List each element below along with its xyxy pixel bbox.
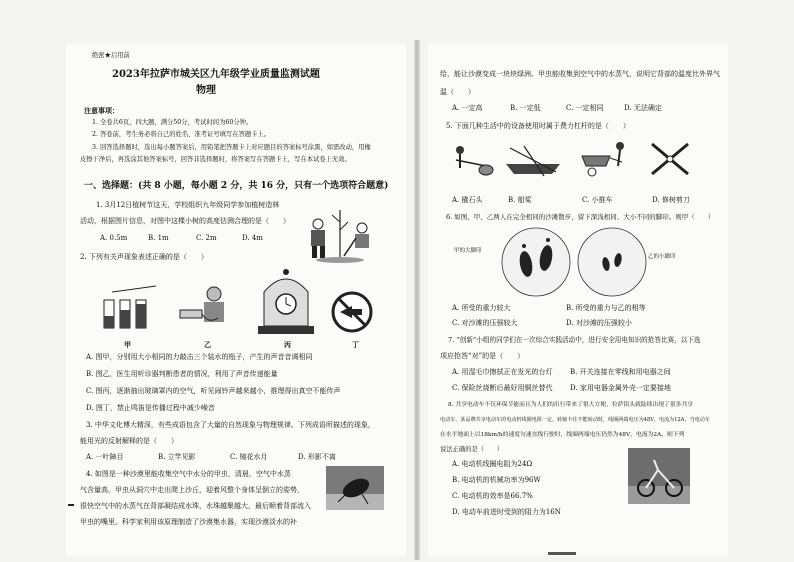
q2-option-c: C. 图丙，逐渐抽出玻璃罩内的空气，听见闹铃声越来越小，推理得出真空不能传声 xyxy=(86,387,341,395)
q3-option-c: C. 镜花水月 xyxy=(230,453,268,461)
note-3: 3. 回答选择题时，选出每小题答案后，用铅笔把答题卡上对应题目的答案标号涂黑，如需改动，用橡 xyxy=(92,144,371,151)
q5-option-a: A. 撬石头 xyxy=(452,196,483,204)
subject-title: 物理 xyxy=(196,85,216,96)
q2-fig-label-yi: 乙 xyxy=(204,340,211,349)
q4-cont-line-1: 给，能让沙漠变成一块块绿洲。甲虫能收集到空气中的水蒸气，说明它背部的温度比外界气 xyxy=(440,70,720,78)
stethoscope-doctor-icon xyxy=(178,284,234,332)
q2-stem: 2. 下列有关声现象表述正确的是（ ） xyxy=(80,253,208,261)
q8-line-3: 在水平地面上以18km/h的速度匀速直线行驶时，线圈两端电压仍然为48V，电流为2A，则下列 xyxy=(440,432,685,438)
q2-fig-label-bing: 丙 xyxy=(284,340,291,349)
q5-stem: 5. 下面几种生活中的设备使用时属于费力杠杆的是（ ） xyxy=(446,122,630,130)
q3-line-1: 3. 中华文化博大精深，有些成语包含了大量的自然现象与物理规律。下列成语所描述的现象， xyxy=(86,421,375,429)
q2-option-a: A. 图甲，分别用大小相同的力敲击三个装水的瓶子，产生的声音音调相同 xyxy=(86,353,313,361)
q3-line-2: 能用光的反射解释的是（ ） xyxy=(80,437,178,445)
q8-line-1: 8. 共享电动车不仅环保节能而且为人们的出行带来了很大方便，拉萨街头就陆续出现了很多共享 xyxy=(448,402,694,408)
q1-option-a: A. 0.5m xyxy=(100,234,128,242)
q1-option-b: B. 1m xyxy=(148,234,169,242)
q2-fig-label-jia: 甲 xyxy=(124,340,131,349)
q6-option-c: C. 对沙滩的压强较大 xyxy=(452,319,518,327)
q7-option-c: C. 保险丝烧断后最好用铜丝替代 xyxy=(452,384,553,392)
q7-line-1: 7. “创新”小组的同学们在一次综合实践活动中，进行安全用电知识的抢答比赛，以下选 xyxy=(448,336,701,344)
q5-option-c: C. 小推车 xyxy=(582,196,613,204)
q5-option-b: B. 船桨 xyxy=(508,196,532,204)
q6-stem: 6. 如图，甲、乙两人在完全相同的沙滩散步，留下深浅相同、大小不同的脚印。则甲（ ） xyxy=(446,213,715,221)
small-footprints-icon xyxy=(576,226,648,298)
note-2: 2. 答卷前，考生务必将自己的姓名、准考证号填写在答题卡上。 xyxy=(92,131,271,138)
page-fold xyxy=(414,40,420,560)
desert-beetle-photo xyxy=(326,466,384,510)
rowing-boat-icon xyxy=(504,144,562,178)
q4-option-c: C. 一定相同 xyxy=(566,104,604,112)
q6-label-small: 乙的小脚印 xyxy=(648,254,676,260)
q1-option-c: C. 2m xyxy=(196,234,217,242)
tree-planting-figure xyxy=(300,206,380,264)
bottles-icon xyxy=(98,284,158,332)
q8-option-a: A. 电动机线圈电阻为24Ω xyxy=(452,460,533,468)
q1-line-2: 活动，根据图片信息，对图中这棵小树的高度估测合理的是（ ） xyxy=(80,217,290,225)
crowbar-rock-icon xyxy=(448,144,494,178)
q1-option-d: D. 4m xyxy=(242,234,263,242)
q1-line-1: 1. 3月12日植树节这天，学校组织九年级同学参加植树造林 xyxy=(96,201,280,209)
q3-option-b: B. 立竿见影 xyxy=(158,453,196,461)
q2-option-b: B. 图乙，医生用听诊器判断患者的情况，利用了声音传递能量 xyxy=(86,370,278,378)
secret-label: 绝密★启用前 xyxy=(92,52,130,59)
big-footprints-icon xyxy=(500,226,572,298)
wheelbarrow-icon xyxy=(578,140,634,178)
q5-option-d: D. 修树剪刀 xyxy=(652,196,690,204)
q8-option-c: C. 电动机的效率是66.7% xyxy=(452,492,533,500)
note-3-cont: 皮擦干净后，再选涂其他答案标号，回答非选择题时，将答案写在答题卡上，写在本试卷上无效。 xyxy=(80,156,351,163)
q4-line-3: 很快空气中的水蒸气在背部凝结成水珠，水珠越聚越大，最后顺着背部流入 xyxy=(80,502,311,510)
q8-line-2: 电动车，某品牌共享电动车的电动机线圈电阻一定，转轴卡住不能转动时，线圈两端电压为48V，电流为12A，当电动车 xyxy=(440,417,710,423)
q8-option-d: D. 电动车前进时受到的阻力为16N xyxy=(452,508,561,516)
q6-option-b: B. 所受的重力与乙的相等 xyxy=(566,304,646,312)
q4-option-d: D. 无法确定 xyxy=(624,104,662,112)
q4-cont-line-2: 温（ ） xyxy=(440,88,475,96)
q2-fig-label-ding: 丁 xyxy=(352,340,359,349)
shared-e-bike-photo xyxy=(628,448,690,504)
q7-line-2: 项应抢答“对”的是（ ） xyxy=(440,352,525,360)
q4-line-2: 气含量高，甲虫从洞穴中走出爬上沙丘，迎着风整个身体呈倒立的姿势， xyxy=(80,486,304,494)
q7-option-a: A. 用湿毛巾擦拭正在发光的台灯 xyxy=(452,368,553,376)
scan-speck xyxy=(68,504,74,506)
page-footer-smudge xyxy=(548,552,576,555)
q7-option-b: B. 开关连接在零线和用电器之间 xyxy=(570,368,671,376)
section-1-heading: 一、选择题：(共 8 小题，每小题 2 分，共 16 分，只有一个选项符合题意) xyxy=(84,181,389,191)
q6-option-d: D. 对沙滩的压强较小 xyxy=(566,319,632,327)
notes-heading: 注意事项： xyxy=(84,106,119,115)
pruning-shears-icon xyxy=(648,140,694,178)
q4-option-b: B. 一定低 xyxy=(510,104,541,112)
bell-jar-alarm-icon xyxy=(256,266,316,336)
q3-option-d: D. 形影不离 xyxy=(298,453,336,461)
q2-option-d: D. 图丁，禁止鸣笛是传播过程中减少噪音 xyxy=(86,404,215,412)
q4-option-a: A. 一定高 xyxy=(452,104,483,112)
q8-line-4: 说法正确的是（ ） xyxy=(440,446,503,453)
q3-option-a: A. 一叶障目 xyxy=(86,453,124,461)
exam-title: 2023年拉萨市城关区九年级学业质量监测试题 xyxy=(112,69,320,80)
q7-option-d: D. 家用电器金属外壳一定要接地 xyxy=(570,384,671,392)
q4-line-4: 甲虫的嘴里。科学家利用该原理制造了沙漠集水器，实现沙漠淡水的补 xyxy=(80,518,297,526)
q4-line-1: 4. 如图是一种沙漠里能收集空气中水分的甲虫，清晨，空气中水蒸 xyxy=(86,470,291,478)
q8-option-b: B. 电动机的机械功率为96W xyxy=(452,476,541,484)
note-1: 1. 全卷共6页，四大题，满分50分，考试时间为60分钟。 xyxy=(92,119,253,126)
no-honking-sign-icon xyxy=(330,290,374,334)
q6-option-a: A. 所受的重力较大 xyxy=(452,304,511,312)
q6-label-big: 甲的大脚印 xyxy=(454,248,482,254)
